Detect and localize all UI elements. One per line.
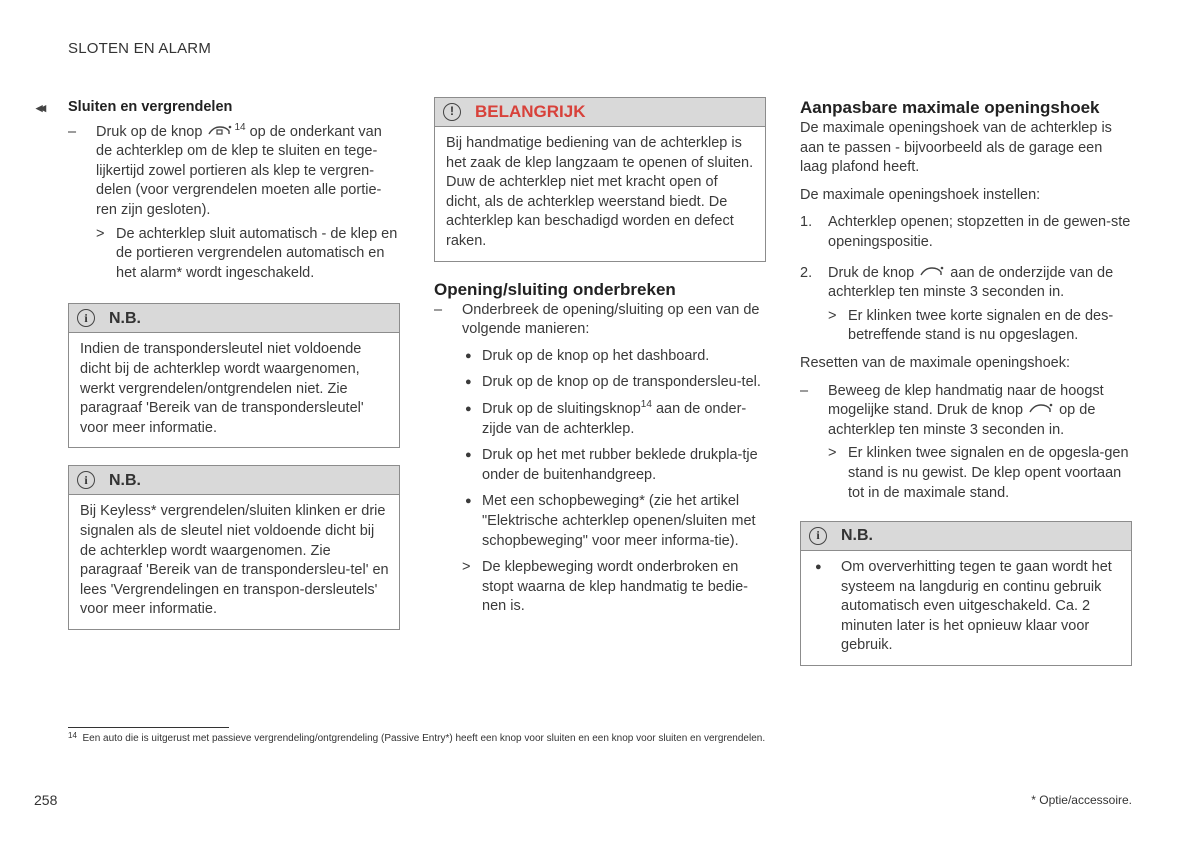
bullet-item [462,492,766,551]
bullet-item [462,347,766,367]
text-post: op de onderkant van de achterklep om de klep te sluiten en tege-lijkertijd zowel portieren als klep te vergren-delen (voor vergrendelen moeten alle portie-ren zijn gesloten). [96,123,382,218]
bullet-text: Om oververhitting tegen te gaan wordt het systeem na langdurig en continu gebruik automatisch even uitgeschakeld. Ca. 2 minuten later is het opnieuw klaar voor gebruik. [841,559,1112,654]
note-label: N.B. [109,309,141,327]
result-item [68,225,400,284]
result-text: De achterklep sluit automatisch - de klep en de portieren vergrendelen automatisch en het alarm* wordt ingeschakeld. [116,225,398,281]
text-post: aan de onderzijde van de achterklep ten minste 3 seconden in. [828,264,1114,301]
list-item-text [96,123,400,221]
tailgate-button-icon [1029,402,1053,414]
warning-icon: ! [443,103,461,121]
list-item-text: Onderbreek de opening/sluiting op een van de volgende manieren: [462,301,760,338]
bullet-list [434,347,766,617]
dash-marker: – [800,382,809,399]
result-marker: > [828,445,837,462]
step-number: 1. [800,214,813,231]
bullet-text: Druk op de knop op de transpondersleu-tel. [482,374,761,391]
note-box [800,521,1132,666]
dash-marker: – [434,301,443,318]
bullet-text [482,400,766,439]
footnote-divider [68,727,229,728]
bullet-marker: ● [465,449,472,462]
note-label: N.B. [841,527,873,545]
column-right [800,97,1132,666]
bullet-item [462,400,766,439]
bullet-item [812,558,1121,656]
text-pre: Druk de knop [828,264,915,281]
bullet-marker: ● [815,561,822,574]
result-marker: > [96,225,105,242]
note-body [801,551,1131,665]
tailgate-button-icon [920,265,944,277]
important-body: Bij handmatige bediening van de achterklep is het zaak de klep langzaam te openen of sluiten. Duw de achterklep niet met kracht open of dicht, als de achterklep weerstand biedt. De achterklep kan beschadigd worden en defect raken. [446,135,754,249]
bullet-marker: ● [465,495,472,508]
column-middle [434,97,766,617]
text-pre: Druk op de knop [96,123,203,140]
step-item [800,264,1132,303]
bullet-item [462,446,766,485]
back-arrows-icon: ◂◂ [36,100,44,115]
bullet-text: Druk op het met rubber beklede drukpla-tje onder de buitenhandgreep. [482,447,758,483]
note-box [68,465,400,630]
important-label: BELANGRIJK [475,102,586,122]
result-marker: > [828,307,837,324]
footnote-number: 14 [68,731,77,740]
section-title-sluiten [36,98,400,118]
footnote-ref: 14 [234,121,246,133]
step-number: 2. [800,264,813,281]
result-text: Er klinken twee signalen en de opgesla-gen stand is nu gewist. De klep opent voortaan tot in de maximale stand. [848,445,1129,501]
list-item [434,301,766,340]
important-box [434,97,766,262]
bullet-text: Met een schopbeweging* (zie het artikel "Elektrische achterklep openen/sluiten met schopbeweging" voor meer informa-tie). [482,493,756,549]
page-header: SLOTEN EN ALARM [68,40,212,57]
note-label: N.B. [109,471,141,489]
result-item [800,444,1132,503]
dash-marker: – [68,123,77,140]
important-header [435,98,765,127]
info-icon: i [77,471,95,489]
note-header [801,522,1131,551]
info-icon: i [809,527,827,545]
text-post: aan de onder-zijde van de achterklep. [482,400,747,437]
bullet-marker: ● [465,402,472,415]
footnote-ref: 14 [640,398,652,410]
column-left [36,97,400,630]
note-box [68,303,400,448]
paragraph: Resetten van de maximale openingshoek: [800,354,1071,371]
section-title-openingshoek: Aanpasbare maximale openingshoek [800,98,1100,117]
paragraph: De maximale openingshoek van de achterklep is aan te passen - bijvoorbeeld als de garage een laag plafond heeft. [800,120,1112,176]
paragraph: De maximale openingshoek instellen: [800,186,1041,203]
option-note: * Optie/accessoire. [1031,793,1132,807]
bullet-item [462,373,766,393]
note-header [69,466,399,495]
page-number: 258 [34,792,58,808]
result-item [800,307,1132,346]
section-title-text: Sluiten en vergrendelen [68,99,233,115]
list-item [68,123,400,221]
note-body: Indien de transpondersleutel niet voldoende dicht bij de achterklep wordt waargenomen, werkt vergrendelen/ontgrendelen niet. Zie paragraaf 'Bereik van de transpondersleutel' voor meer informatie. [80,341,364,436]
note-body: Bij Keyless* vergrendelen/sluiten klinken er drie signalen als de sleutel niet voldoende dicht bij de achterklep wordt waargenomen. Zie paragraaf 'Bereik van de transpondersleu-tel' en lees 'Vergrendelingen en transpon-dersleutels' voor meer informatie. [80,503,389,618]
result-marker: > [462,559,471,576]
info-icon: i [77,309,95,327]
tailgate-lock-button-icon [208,124,232,136]
note-header [69,304,399,333]
bullet-marker: ● [465,349,472,362]
section-title-onderbreken: Opening/sluiting onderbreken [434,279,676,299]
result-text: Er klinken twee korte signalen en de des-betreffende stand is nu opgeslagen. [848,307,1114,344]
text-pre: Druk op de sluitingsknop [482,400,641,417]
list-item-text [828,382,1132,441]
step-text [828,264,1132,303]
result-text: De klepbeweging wordt onderbroken en stopt waarna de klep handmatig te bedie-nen is. [482,559,749,615]
footnote [68,733,765,744]
text-pre: Beweeg de klep handmatig naar de hoogst mogelijke stand. Druk de knop [828,382,1104,419]
step-item [800,213,1132,252]
list-item [800,382,1132,441]
result-item [462,558,766,617]
text-post: op de achterklep ten minste 3 seconden in. [828,402,1096,438]
bullet-text: Druk op de knop op het dashboard. [482,347,710,364]
bullet-marker: ● [465,376,472,389]
step-text: Achterklep openen; stopzetten in de gewen-ste openingspositie. [828,214,1131,250]
footnote-text: Een auto die is uitgerust met passieve vergrendeling/ontgrendeling (Passive Entry*) heeft een knop voor sluiten en een knop voor sluiten en vergrendelen. [82,733,766,744]
